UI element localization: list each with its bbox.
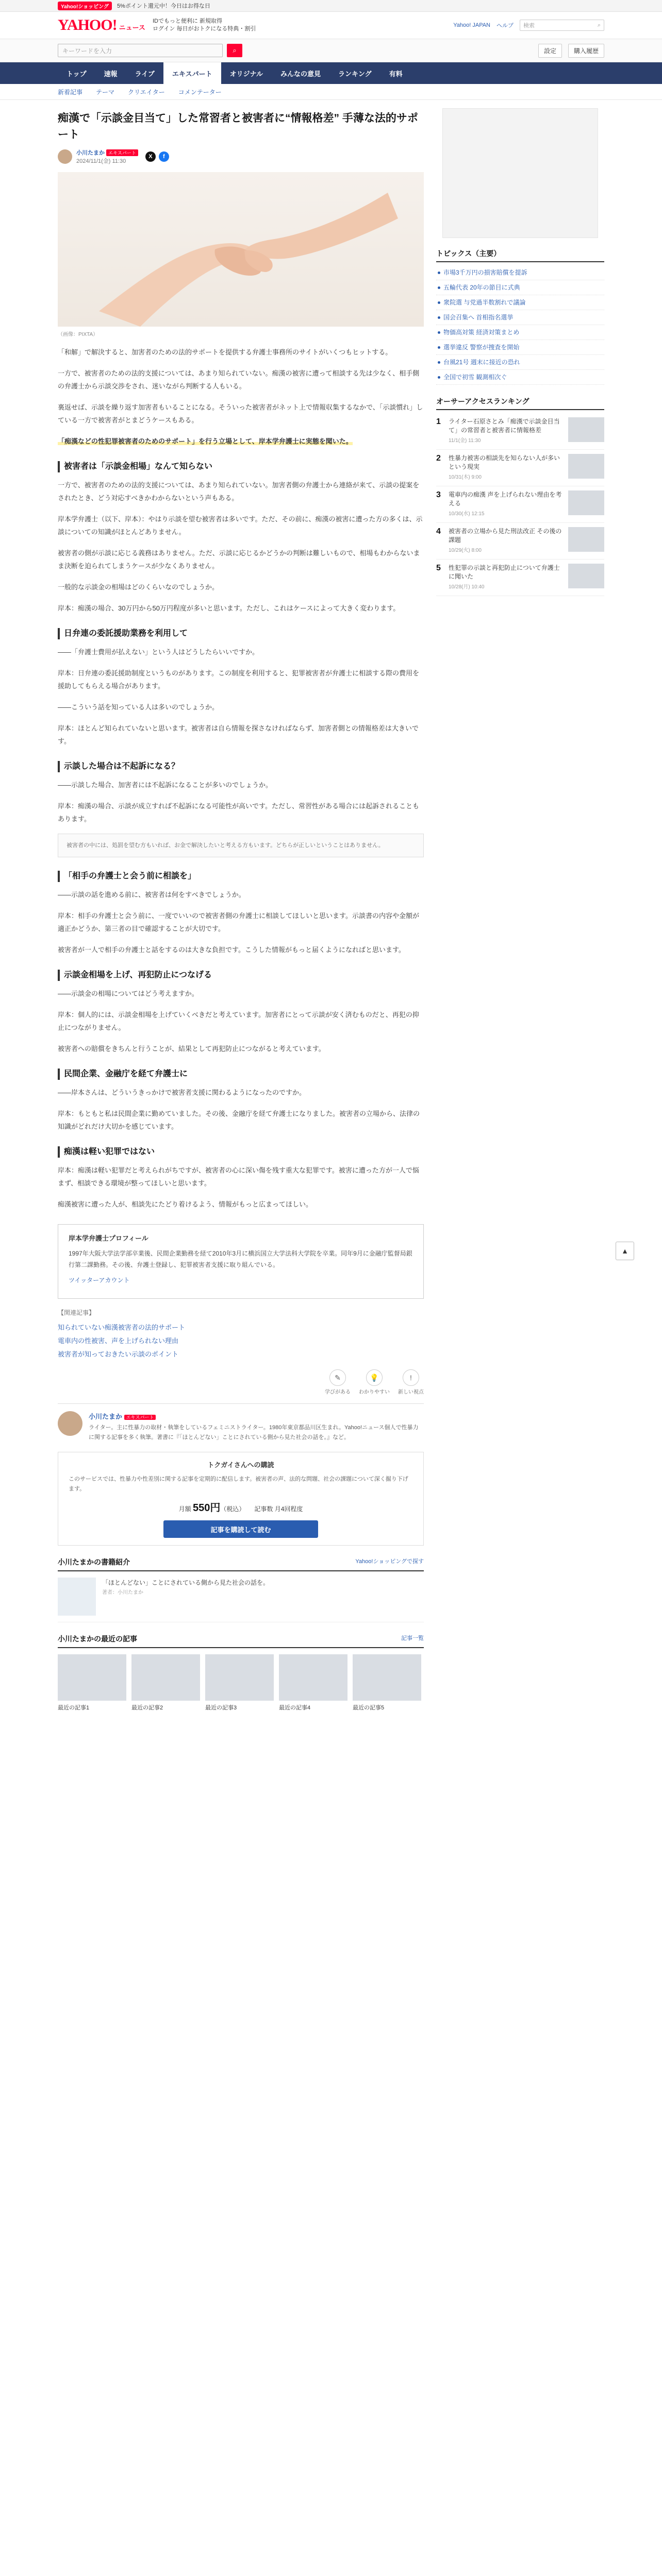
rank-thumbnail <box>568 454 604 479</box>
keyword-search-button[interactable] <box>227 44 242 57</box>
exclamation-icon: ! <box>403 1369 419 1386</box>
related-links <box>58 1321 424 1361</box>
rank-meta: 10/28(月) 10:40 <box>449 584 485 590</box>
yahoo-japan-link[interactable]: Yahoo! JAPAN <box>453 22 490 28</box>
rank-text: 被害者の立場から見た刑法改正 その後の課題 <box>449 528 562 544</box>
promo-text[interactable]: 5%ポイント還元中！今日はお得な日 <box>117 3 210 9</box>
rank-number: 3 <box>436 490 441 499</box>
topic-item[interactable]: 市場3千万円の損害賠償を提訴 <box>436 265 604 280</box>
article <box>58 108 424 1712</box>
author-card-desc: ライター。主に性暴力の取材・執筆をしているフェミニストライター。1980年東京都品川区生まれ。Yahoo!ニュース個人で性暴力に関する記事を多く執筆。著書に『「ほとんどない」ことにされている側から見た社会の話を。』など。 <box>89 1425 419 1440</box>
topic-item[interactable]: 物価高対策 経済対策まとめ <box>436 325 604 340</box>
login-link[interactable]: ログイン 毎日がおトクになる特典・割引 <box>152 26 256 32</box>
topic-item[interactable]: 全国で初雪 観測相次ぐ <box>436 370 604 385</box>
section-heading: 「相手の弁護士と会う前に相談を」 <box>58 871 424 882</box>
section-paragraph: 岸本：日弁連の委託援助制度というものがあります。この制度を利用すると、犯罪被害者が弁護士に相談する際の費用を援助してもらえる場合があります。 <box>58 669 419 690</box>
rank-thumbnail <box>568 527 604 552</box>
topic-item[interactable]: 五輪代表 20年の節目に式典 <box>436 280 604 295</box>
latest-item[interactable] <box>279 1654 347 1712</box>
shop-more-link[interactable]: Yahoo!ショッピングで探す <box>355 1558 424 1565</box>
ranking-list <box>436 413 604 596</box>
section-paragraph: 岸本：個人的には、示談金相場を上げていくべきだと考えています。加害者にとって示談が安く済むものだと、再犯の抑止につながりません。 <box>58 1011 419 1031</box>
ranking-item[interactable] <box>436 413 604 450</box>
article-date: 2024/11/1(金) 11:30 <box>76 158 126 164</box>
settings-button[interactable]: 設定 <box>538 44 562 58</box>
search-icon: ⌕ <box>233 46 237 54</box>
image-caption: （画像：PIXTA） <box>58 332 98 337</box>
hands-illustration <box>58 172 424 327</box>
intro-paragraph: 「和解」で解決すると、加害者のための法的サポートを提供する弁護士事務所のサイトがいくつもヒットする。 <box>58 348 392 356</box>
price-note: （税込） <box>220 1505 245 1513</box>
rank-thumbnail <box>568 490 604 515</box>
nav-flash[interactable]: 速報 <box>104 70 118 78</box>
rank-text: ライター石原さとみ「痴漢で示談金目当て」の常習者と被害者に情報格差 <box>449 418 560 434</box>
intro-paragraph: 一方で、被害者のための法的支援については、あまり知られていない。痴漢の被害に遭って相談する先は少なく、相手側の弁護士から示談交渉をされ、迷いながら判断する人もいる。 <box>58 369 420 390</box>
nav-original[interactable]: オリジナル <box>229 70 263 78</box>
rank-meta: 10/29(火) 8:00 <box>449 548 482 553</box>
section-paragraph: 岸本：もともと私は民間企業に勤めていました。その後、金融庁を経て弁護士になりました。被害者の立場から、法律の知識がどれだけ大切かを感じています。 <box>58 1110 420 1130</box>
expert-badge: エキスパート <box>106 149 138 156</box>
rank-meta: 10/30(水) 12:15 <box>449 511 485 517</box>
nav-expert[interactable]: エキスパート <box>163 62 221 84</box>
latest-item[interactable] <box>205 1654 274 1712</box>
ranking-item[interactable] <box>436 450 604 486</box>
section-heading: 示談金相場を上げ、再犯防止につなげる <box>58 970 424 981</box>
login-links[interactable] <box>153 18 256 33</box>
main-layout <box>58 100 604 1712</box>
rank-thumbnail <box>568 417 604 442</box>
thumbnail <box>205 1654 274 1701</box>
topics-list <box>436 265 604 385</box>
book-author: 著者：小川たまか <box>102 1590 143 1596</box>
purchase-history-button[interactable]: 購入履歴 <box>568 44 604 58</box>
intro-paragraph: 裏返せば、示談を繰り返す加害者もいることになる。そういった被害者がネット上で情報収集するなかで、「示談慣れ」している一方で被害者がとまどうケースもある。 <box>58 403 423 424</box>
latest-item-title: 最近の記事2 <box>131 1705 163 1711</box>
latest-thumbs <box>58 1648 424 1712</box>
ranking-item[interactable] <box>436 486 604 523</box>
thumbnail <box>279 1654 347 1701</box>
reaction-label: 学びがある <box>325 1389 351 1395</box>
book-cover-image <box>58 1578 96 1616</box>
reaction-new[interactable] <box>398 1369 424 1395</box>
byline <box>58 148 424 165</box>
masthead <box>0 12 662 39</box>
author-avatar[interactable] <box>58 149 72 164</box>
lawyer-profile-box <box>58 1224 424 1299</box>
topic-item[interactable]: 国会召集へ 首相指名選挙 <box>436 310 604 325</box>
subscription-heading: トクガイさんへの購読 <box>207 1461 274 1469</box>
thumbnail <box>58 1654 126 1701</box>
sub-nav <box>0 84 662 100</box>
subnav-creator[interactable]: クリエイター <box>128 88 165 96</box>
lightbulb-icon: 💡 <box>366 1369 383 1386</box>
section-paragraph: ――岸本さんは、どういうきっかけで被害者支援に関わるようになったのですか。 <box>58 1089 306 1096</box>
nav-paid[interactable]: 有料 <box>389 70 403 78</box>
ad-slot[interactable] <box>442 108 598 238</box>
promo-bar <box>0 0 662 12</box>
latest-item-title: 最近の記事4 <box>279 1705 311 1711</box>
topic-item[interactable]: 台風21号 週末に接近の恐れ <box>436 355 604 370</box>
latest-item-title: 最近の記事5 <box>353 1705 385 1711</box>
rank-thumbnail <box>568 564 604 588</box>
section-paragraph: 一方で、被害者のための法的支援については、あまり知られていない。加害者側の弁護士から連絡が来て、示談の提案をされたとき、どう対応すべきかわからないという声もある。 <box>58 481 420 502</box>
reaction-label: 新しい視点 <box>398 1389 424 1395</box>
section-paragraph: ――示談金の相場についてはどう考えますか。 <box>58 990 198 997</box>
subscribe-button[interactable]: 記事を購読して読む <box>163 1520 318 1538</box>
rank-text: 性犯罪の示談と再犯防止について弁護士に聞いた <box>449 564 560 580</box>
book-title[interactable]: 「ほとんどない」ことにされている側から見た社会の話を。 <box>102 1579 270 1586</box>
keyword-placeholder: キーワードを入力 <box>62 47 112 55</box>
subnav-commentator[interactable]: コメンテーター <box>178 88 222 96</box>
intro-paragraph <box>58 435 424 448</box>
thumbnail <box>353 1654 421 1701</box>
nav-live[interactable]: ライブ <box>135 70 155 78</box>
section-paragraph: ――示談した場合、加害者には不起訴になることが多いのでしょうか。 <box>58 781 273 789</box>
section-heading: 被害者は「示談金相場」なんて知らない <box>58 461 424 472</box>
yahoo-news-logo[interactable] <box>58 16 145 34</box>
share-row <box>145 151 169 162</box>
topics-title: トピックス（主要） <box>436 248 604 262</box>
section-paragraph: 岸本：痴漢は軽い犯罪だと考えられがちですが、被害者の心に深い傷を残す重大な犯罪です。被害に遭った方が一人で悩まず、相談できる環境が整ってほしいと思います。 <box>58 1166 419 1187</box>
latest-item-title: 最近の記事1 <box>58 1705 90 1711</box>
subnav-latest[interactable]: 新着記事 <box>58 88 83 96</box>
section-heading: 民間企業、金融庁を経て弁護士に <box>58 1069 424 1080</box>
masthead-right <box>453 20 604 31</box>
hero-image-hands <box>58 172 424 327</box>
latest-more-link[interactable]: 記事一覧 <box>401 1635 424 1641</box>
ranking-title: オーサーアクセスランキング <box>436 396 604 410</box>
latest-item[interactable] <box>353 1654 421 1712</box>
related-link[interactable]: 電車内の性被害、声を上げられない理由 <box>58 1337 179 1345</box>
search-row <box>0 39 662 62</box>
profile-text: 1997年大阪大学法学部卒業後、民間企業勤務を経て2010年3月に横浜国立大学法科大学院を卒業。同年9月に金融庁監督局銀行第二課勤務。その後、弁護士登録し、犯罪被害者支援に取り組んでいる。 <box>69 1250 412 1268</box>
article-title: 痴漢で「示談金目当て」した常習者と被害者に“情報格差” 手薄な法的サポート <box>58 112 418 141</box>
latest-item[interactable] <box>131 1654 200 1712</box>
latest-title: 小川たまかの最近の記事 <box>58 1635 137 1643</box>
nav-top[interactable]: トップ <box>67 70 87 78</box>
intro-highlight: 「痴漢などの性犯罪被害者のためのサポート」を行う立場として、岸本学弁護士に実態を聞いた。 <box>58 437 353 445</box>
scroll-to-top-button[interactable] <box>616 1242 634 1260</box>
subscription-price <box>69 1499 413 1514</box>
expert-badge: エキスパート <box>124 1415 156 1420</box>
rank-number: 1 <box>436 417 441 426</box>
section-paragraph: 岸本：痴漢の場合、30万円から50万円程度が多いと思います。ただし、これはケースによって大きく変わります。 <box>58 604 400 612</box>
section-paragraph: 痴漢被害に遭った人が、相談先にたどり着けるよう、情報がもっと広まってほしい。 <box>58 1200 313 1208</box>
rank-meta: 10/31(木) 9:00 <box>449 474 482 480</box>
quote-text: 被害者の中には、処罰を望む方もいれば、お金で解決したいと考える方もいます。どちらが正しいということはありません。 <box>67 842 384 849</box>
rank-text: 性暴力被害の相談先を知らない人が多いという現実 <box>449 454 560 470</box>
section-paragraph: 被害者が一人で相手の弁護士と話をするのは大きな負担です。こうした情報がもっと届くようになればと思います。 <box>58 946 405 954</box>
logo-main: YAHOO! <box>58 16 117 33</box>
author-name[interactable]: 小川たまか <box>76 150 105 156</box>
rank-number: 2 <box>436 454 441 463</box>
related-title: 【関連記事】 <box>58 1309 95 1316</box>
section-paragraph: ――「弁護士費用が払えない」という人はどうしたらいいですか。 <box>58 648 259 656</box>
author-card-avatar[interactable] <box>58 1411 82 1436</box>
nav-ranking[interactable]: ランキング <box>338 70 372 78</box>
ranking-item[interactable] <box>436 560 604 596</box>
searchrow-right <box>538 44 604 58</box>
section-paragraph: ――示談の話を進める前に、被害者は何をすべきでしょうか。 <box>58 891 245 899</box>
count-label: 記事数 <box>254 1505 273 1513</box>
facebook-share-icon[interactable]: f <box>159 151 169 162</box>
thumbnail <box>131 1654 200 1701</box>
article-body <box>58 346 424 1211</box>
rank-meta: 11/1(金) 11:30 <box>449 438 481 444</box>
section-heading: 示談した場合は不起訴になる？ <box>58 761 424 772</box>
section-paragraph: ――こういう話を知っている人は多いのでしょうか。 <box>58 703 219 711</box>
global-nav <box>0 62 662 84</box>
author-card-name[interactable]: 小川たまか <box>89 1413 123 1420</box>
promo-pill[interactable]: Yahoo!ショッピング <box>58 2 112 10</box>
subscription-desc: このサービスでは、性暴力や性差別に関する記事を定期的に配信します。被害者の声、法的な問題、社会の課題について深く掘り下げます。 <box>69 1476 408 1492</box>
rank-number: 5 <box>436 564 441 572</box>
reaction-learn[interactable] <box>325 1369 351 1395</box>
section-paragraph: 被害者への賠償をきちんと行うことが、結果として再犯防止につながると考えています。 <box>58 1045 325 1053</box>
price-value: 550円 <box>192 1502 221 1514</box>
logo-sub: ニュース <box>119 24 145 31</box>
rank-number: 4 <box>436 527 441 536</box>
reaction-label: わかりやすい <box>359 1389 390 1395</box>
ranking-item[interactable] <box>436 523 604 560</box>
profile-twitter-link[interactable]: ツイッターアカウント <box>69 1277 130 1284</box>
quote-box <box>58 834 424 857</box>
x-share-icon[interactable]: X <box>145 151 156 162</box>
keyword-search-input[interactable] <box>58 44 223 57</box>
pencil-icon: ✎ <box>329 1369 346 1386</box>
search-icon[interactable]: ⌕ <box>597 22 601 28</box>
topic-item[interactable]: 衆院選 与党過半数割れで議論 <box>436 295 604 310</box>
related-link[interactable]: 知られていない痴漢被害者の法的サポート <box>58 1324 186 1331</box>
related-link[interactable]: 被害者が知っておきたい示談のポイント <box>58 1350 179 1358</box>
section-paragraph: 岸本：相手の弁護士と会う前に、一度でいいので被害者側の弁護士に相談してほしいと思います。示談書の内容や金額が適正かどうか、第三者の目で確認することが大切です。 <box>58 912 419 933</box>
subnav-theme[interactable]: テーマ <box>96 88 115 96</box>
shop-section-title <box>58 1557 424 1571</box>
topic-item[interactable]: 選挙違反 警察が捜査を開始 <box>436 340 604 355</box>
profile-title: 岸本学弁護士プロフィール <box>69 1234 148 1242</box>
help-link[interactable]: ヘルプ <box>496 23 514 29</box>
author-card <box>58 1403 424 1443</box>
sidebar <box>436 108 604 1712</box>
section-paragraph: 岸本：痴漢の場合、示談が成立すれば不起訴になる可能性が高いです。ただし、常習性がある場合には起訴されることもあります。 <box>58 802 419 823</box>
rank-text: 電車内の痴漢 声を上げられない理由を考える <box>449 491 562 507</box>
section-paragraph: 一般的な示談金の相場はどのくらいなのでしょうか。 <box>58 583 219 591</box>
header-search-placeholder: 検索 <box>523 23 535 29</box>
section-paragraph: 岸本学弁護士（以下、岸本）：やはり示談を望む被害者は多いです。ただ、その前に、痴漢の被害に遭った方の多くは、示談についての知識がほとんどありません。 <box>58 515 423 536</box>
section-paragraph: 被害者の側が示談に応じる義務はありません。ただ、示談に応じるかどうかの判断は難しいもので、相場もわからないまま決断を迫られてしまうケースが少なくありません。 <box>58 549 420 570</box>
latest-section-title <box>58 1634 424 1648</box>
shop-item[interactable] <box>58 1571 424 1622</box>
subscription-box <box>58 1452 424 1546</box>
latest-item-title: 最近の記事3 <box>205 1705 237 1711</box>
signup-link[interactable]: IDでもっと便利に 新規取得 <box>152 18 222 24</box>
reactions-row <box>58 1369 424 1395</box>
shop-title: 小川たまかの書籍紹介 <box>58 1558 130 1566</box>
nav-opinion[interactable]: みんなの意見 <box>280 70 321 78</box>
count-value: 月4回程度 <box>274 1505 303 1513</box>
arrow-up-icon: ▲ <box>621 1247 628 1255</box>
section-heading: 日弁連の委託援助業務を利用して <box>58 628 424 639</box>
header-search-input[interactable] <box>520 20 604 31</box>
section-heading: 痴漢は軽い犯罪ではない <box>58 1146 424 1158</box>
section-paragraph: 岸本：ほとんど知られていないと思います。被害者は自ら情報を探さなければならず、加害者側との情報格差は大きいです。 <box>58 724 419 745</box>
price-label: 月額 <box>178 1505 191 1513</box>
latest-item[interactable] <box>58 1654 126 1712</box>
reaction-clear[interactable] <box>359 1369 390 1395</box>
